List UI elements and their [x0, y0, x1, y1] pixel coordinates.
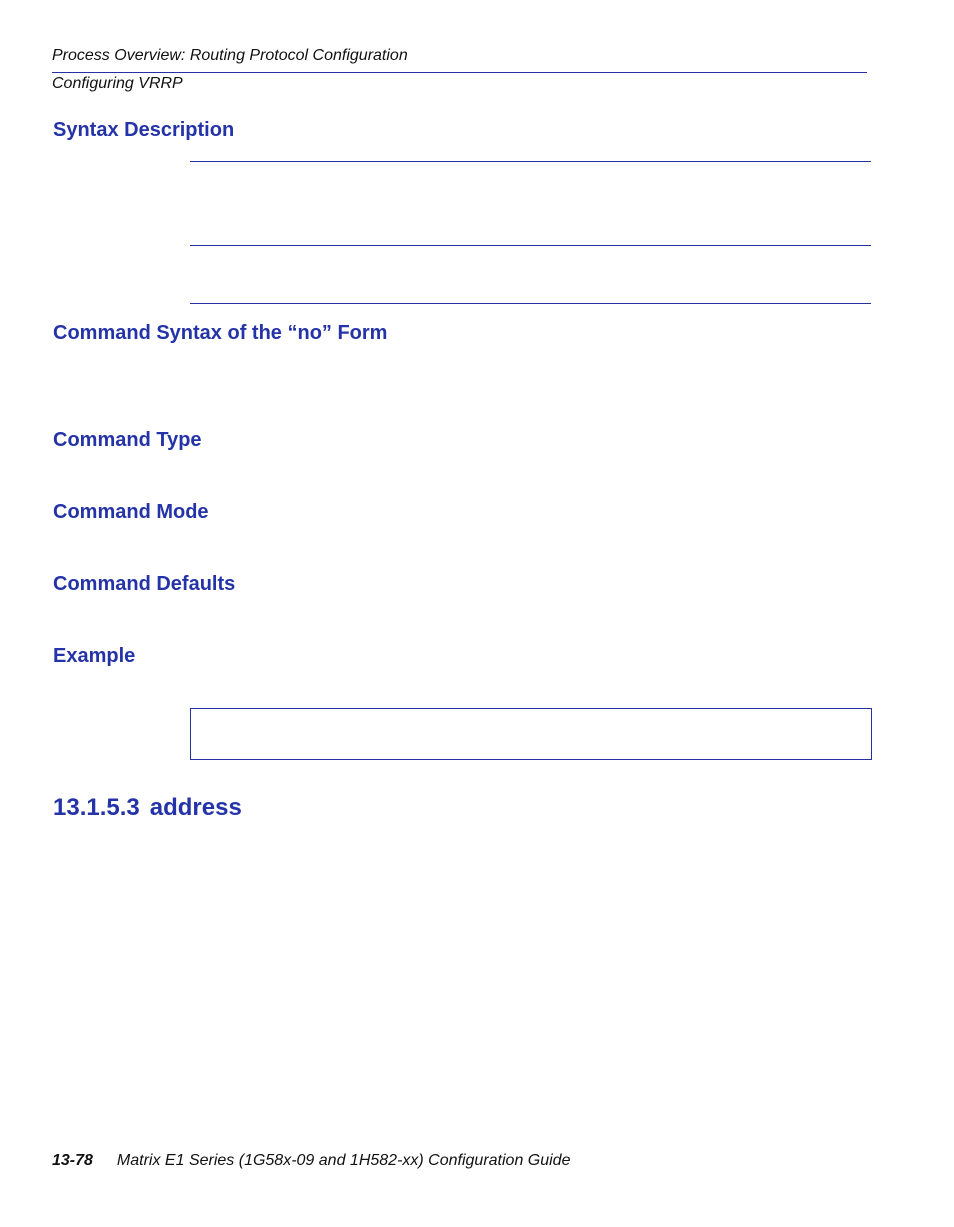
header-rule	[52, 72, 867, 73]
heading-syntax-description: Syntax Description	[53, 119, 235, 141]
syntax-table-rule-bottom	[190, 303, 871, 304]
syntax-table-rule-middle	[190, 245, 871, 246]
section-name: address	[149, 794, 242, 821]
page-footer	[52, 1152, 570, 1170]
page-number: 13-78	[52, 1152, 93, 1169]
section-title	[53, 794, 242, 822]
running-head-section: Configuring VRRP	[52, 75, 183, 92]
doc-title: Matrix E1 Series (1G58x-09 and 1H582-xx) Configuration Guide	[116, 1152, 571, 1169]
section-number: 13.1.5.3	[53, 794, 140, 821]
heading-no-form: Command Syntax of the “no” Form	[53, 322, 388, 344]
heading-command-type: Command Type	[53, 429, 202, 451]
syntax-table-rule-top	[190, 161, 871, 162]
heading-command-defaults: Command Defaults	[53, 573, 236, 595]
running-head-chapter: Process Overview: Routing Protocol Configuration	[52, 47, 408, 64]
example-box	[190, 708, 872, 760]
heading-example: Example	[53, 645, 136, 667]
heading-command-mode: Command Mode	[53, 501, 209, 523]
